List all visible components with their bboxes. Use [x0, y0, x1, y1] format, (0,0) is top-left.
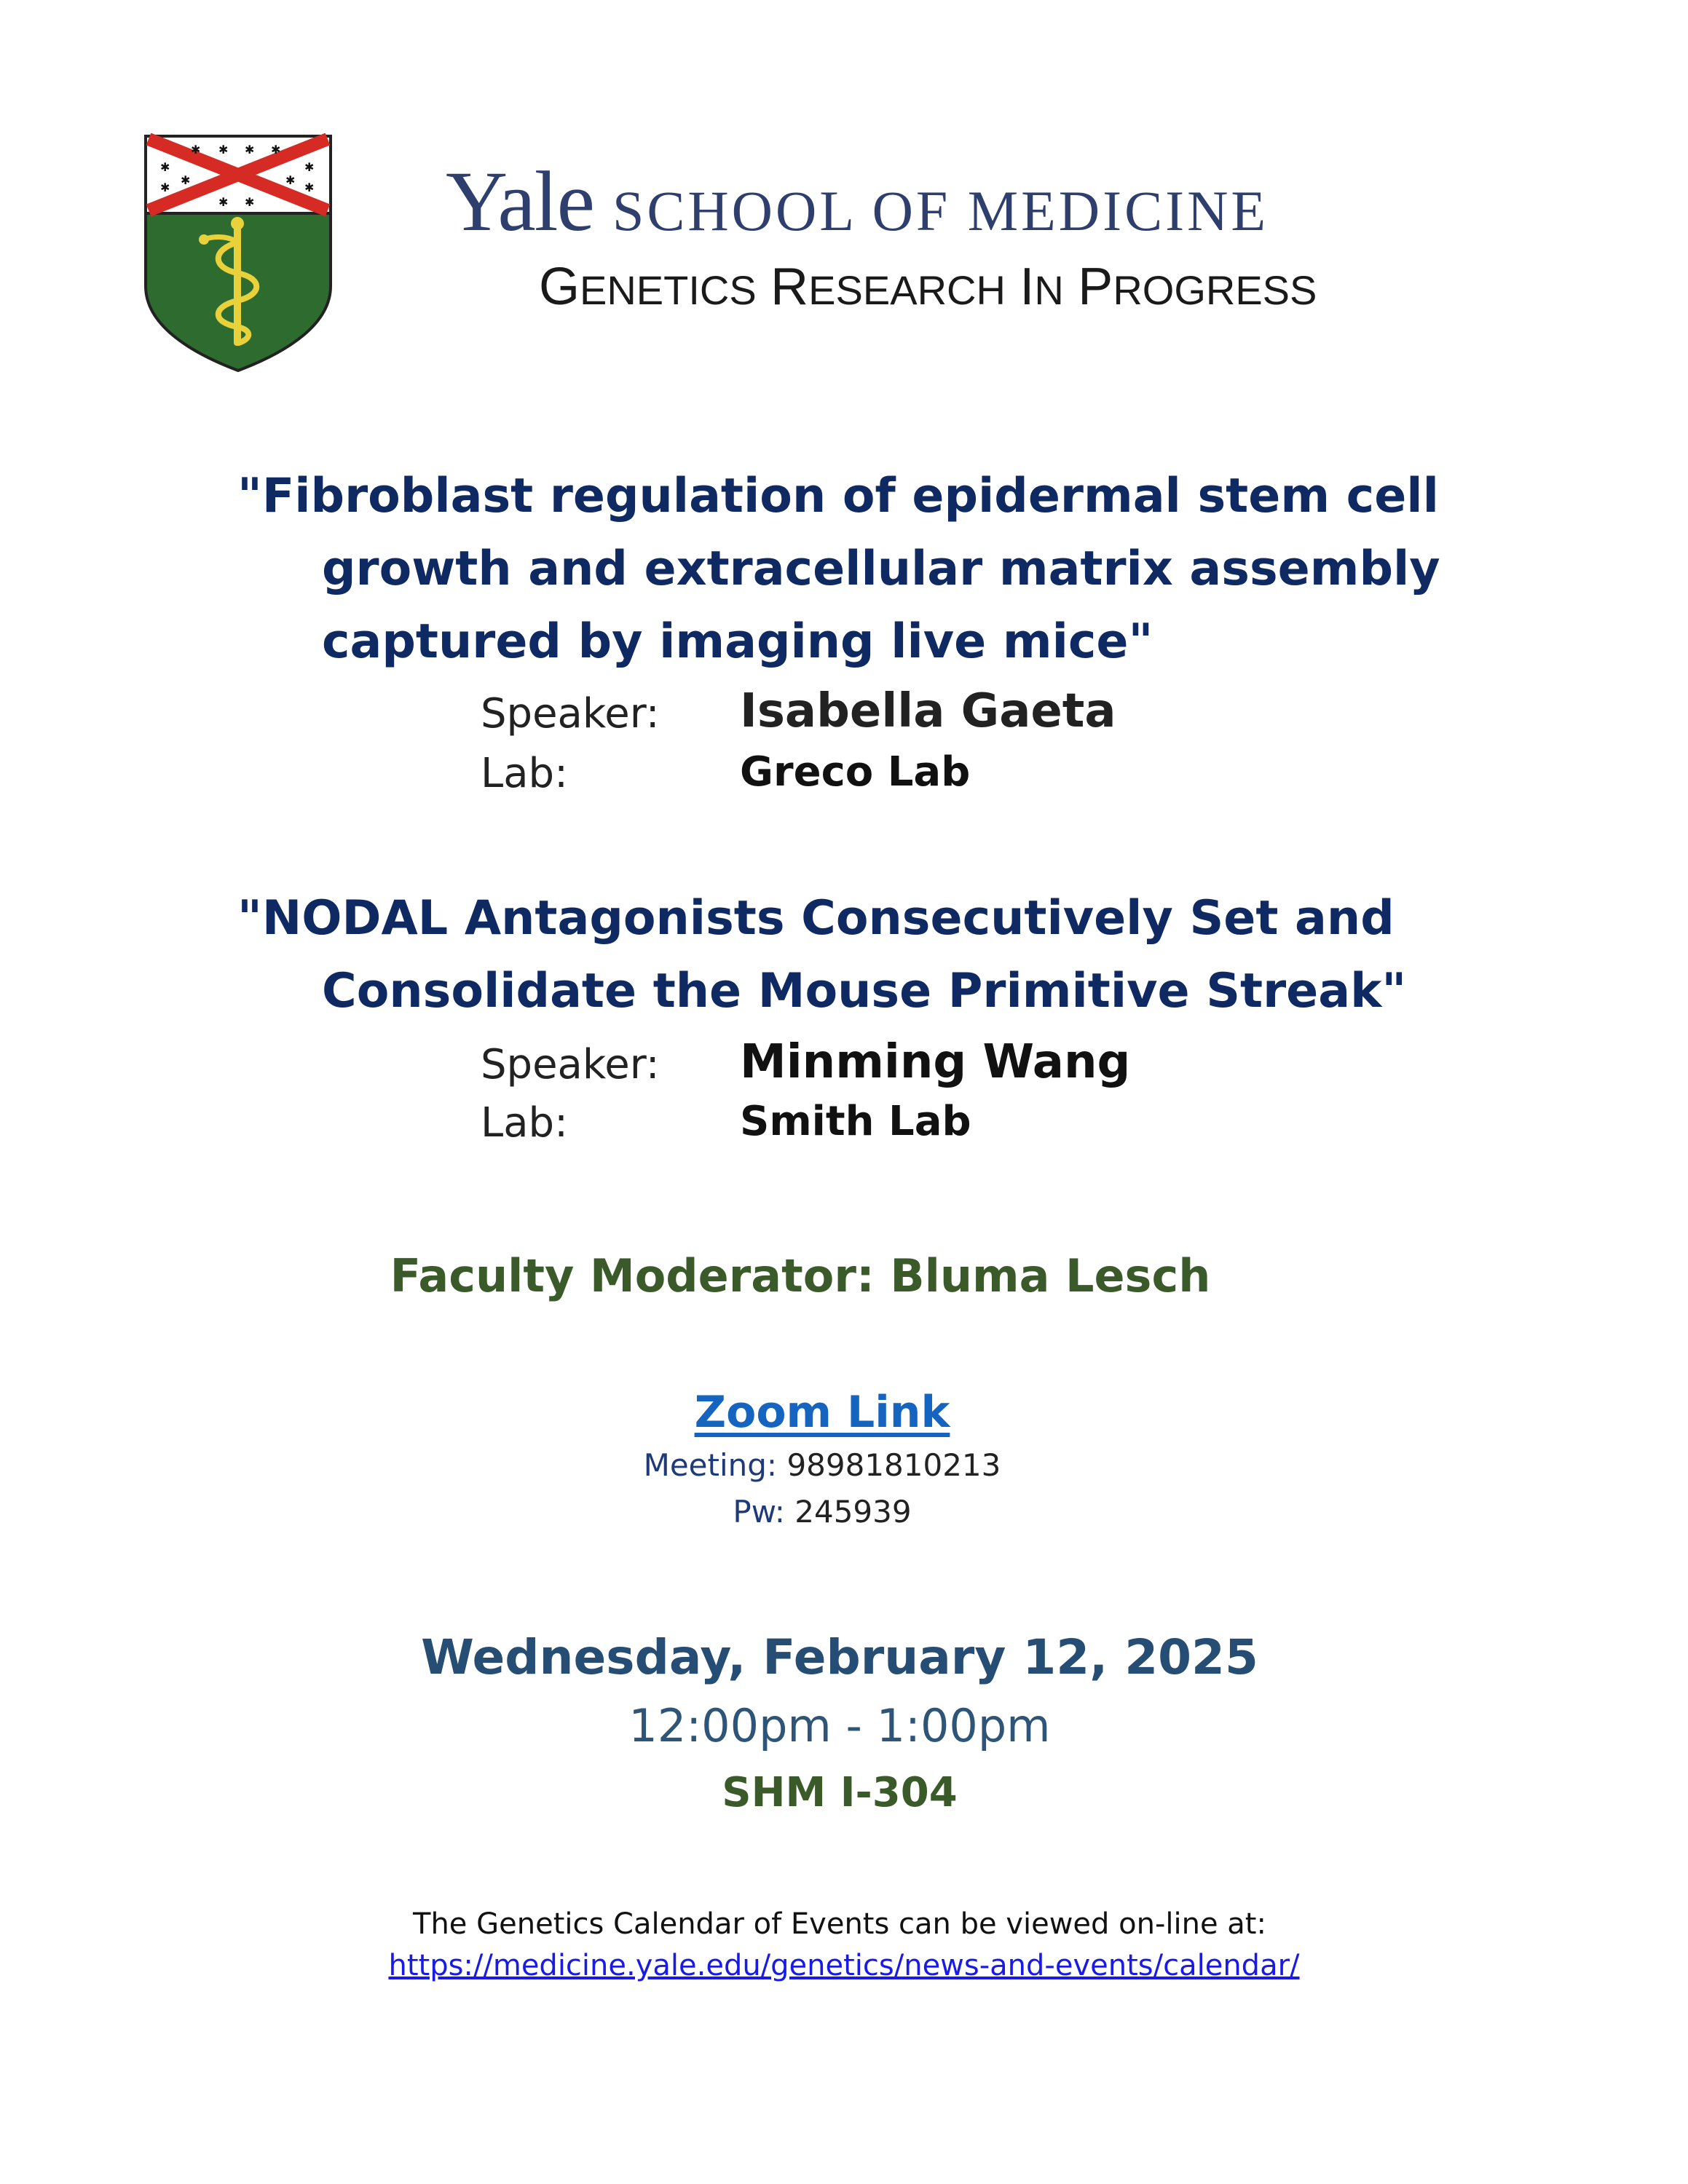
svg-text:✱: ✱ — [245, 143, 255, 157]
series-title-word: PROGRESS — [1078, 258, 1317, 316]
event-room-row — [0, 1769, 1688, 1816]
zoom-password-row — [0, 1494, 1688, 1530]
talk-1-lab-name: Greco Lab — [740, 748, 971, 796]
series-title-word: GENETICS — [539, 258, 757, 316]
yale-shield-logo — [143, 133, 334, 373]
talk-2-title-line: "NODAL Antagonists Consecutively Set and — [237, 891, 1395, 946]
series-title — [539, 258, 1317, 316]
svg-text:✱: ✱ — [191, 143, 201, 157]
talk-1-speaker-name: Isabella Gaeta — [740, 684, 1116, 738]
svg-text:✱: ✱ — [271, 143, 281, 157]
series-title-word: IN — [1019, 258, 1064, 316]
talk-1-title-line: "Fibroblast regulation of epidermal stem cell — [237, 469, 1439, 523]
zoom-meeting-id: 98981810213 — [786, 1447, 1001, 1483]
talk-1-lab-label: Lab: — [481, 750, 568, 797]
svg-text:✱: ✱ — [218, 195, 229, 209]
talk-2-title-line: Consolidate the Mouse Primitive Streak" — [322, 964, 1407, 1018]
logo-yale-word: Yale — [446, 154, 593, 249]
faculty-moderator-text: Faculty Moderator: Bluma Lesch — [390, 1249, 1211, 1302]
event-date-row — [0, 1629, 1688, 1685]
calendar-url-row — [0, 1949, 1688, 1982]
svg-text:✱: ✱ — [304, 181, 315, 194]
calendar-note: The Genetics Calendar of Events can be viewed on-line at: — [413, 1907, 1266, 1941]
zoom-password: 245939 — [794, 1494, 912, 1530]
talk-1-title-line: growth and extracellular matrix assembly — [322, 542, 1440, 596]
svg-text:✱: ✱ — [304, 160, 315, 174]
talk-1-speaker-label: Speaker: — [481, 690, 660, 737]
svg-text:✱: ✱ — [285, 173, 296, 187]
zoom-password-label: Pw: — [733, 1494, 785, 1530]
event-time-row — [0, 1699, 1688, 1752]
talk-1-title — [237, 460, 1440, 678]
svg-text:✱: ✱ — [218, 143, 229, 157]
zoom-meeting-label: Meeting: — [643, 1447, 778, 1483]
talk-2-lab-name: Smith Lab — [740, 1098, 971, 1145]
yale-school-of-medicine-wordmark — [446, 154, 1269, 249]
calendar-url-link[interactable]: https://medicine.yale.edu/genetics/news-and-events/calendar/ — [388, 1949, 1300, 1982]
series-title-word: RESEARCH — [770, 258, 1006, 316]
zoom-link[interactable]: Zoom Link — [694, 1387, 950, 1438]
talk-2-speaker-label: Speaker: — [481, 1041, 660, 1088]
talk-2-lab-label: Lab: — [481, 1099, 568, 1147]
svg-text:✱: ✱ — [160, 181, 170, 194]
svg-text:✱: ✱ — [181, 173, 191, 187]
logo-school-word: SCHOOL OF MEDICINE — [612, 179, 1269, 242]
talk-1-title-line: captured by imaging live mice" — [322, 614, 1153, 669]
faculty-moderator — [0, 1249, 1688, 1302]
talk-2-speaker-name: Minming Wang — [740, 1035, 1131, 1089]
talk-2-title — [237, 882, 1406, 1028]
calendar-note-row — [0, 1907, 1688, 1941]
svg-text:✱: ✱ — [245, 195, 255, 209]
svg-text:✱: ✱ — [160, 160, 170, 174]
zoom-link-row — [0, 1387, 1688, 1438]
event-room: SHM I-304 — [722, 1769, 958, 1816]
event-time: 12:00pm - 1:00pm — [628, 1699, 1051, 1752]
yale-school-of-medicine-shield-icon — [143, 133, 334, 373]
zoom-meeting-row — [0, 1447, 1688, 1483]
event-date: Wednesday, February 12, 2025 — [421, 1629, 1258, 1685]
